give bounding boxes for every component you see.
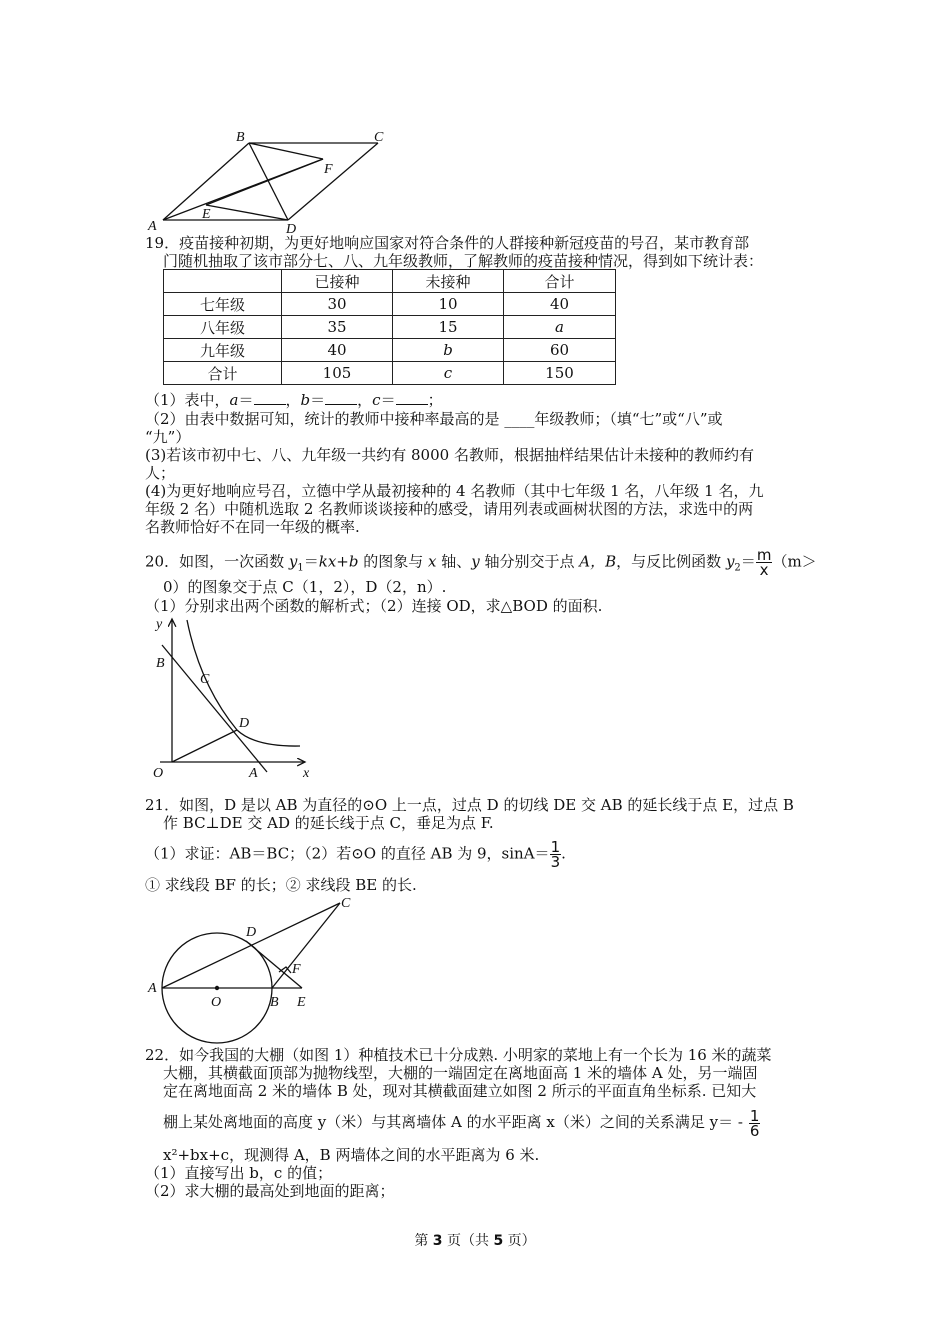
label-B: B xyxy=(270,995,279,1010)
label-O: O xyxy=(211,995,222,1010)
q19-part4-line3: 名教师恰好不在同一年级的概率. xyxy=(145,518,360,536)
table-cell: 15 xyxy=(393,316,504,339)
label-C: C xyxy=(374,130,384,145)
table-cell: 八年级 xyxy=(164,316,282,339)
q22-line4: 棚上某处离地面的高度 y（米）与其离墙体 A 的水平距离 x（米）之间的关系满足 y＝ - $\frac{1}{6}$ xyxy=(163,1106,760,1140)
q19-text-line2: 门随机抽取了该市部分七、八、九年级教师，了解教师的疫苗接种情况，得到如下统计表： xyxy=(163,252,764,270)
answer-blank[interactable] xyxy=(254,392,286,405)
table-cell: 40 xyxy=(504,293,616,316)
q21-line1: 21．如图，D 是以 AB 为直径的⊙O 上一点，过点 D 的切线 DE 交 AB 的延长线于点 E，过点 B xyxy=(145,796,794,814)
fraction-one-third: $\frac{1}{3}$ xyxy=(550,838,561,871)
fraction-m-over-x: $\frac{m}{x}$ xyxy=(756,546,772,579)
total-page-number: 5 xyxy=(493,1233,504,1249)
table-cell: b xyxy=(393,339,504,362)
table-cell: 七年级 xyxy=(164,293,282,316)
label-O: O xyxy=(153,766,164,781)
axis-label-x: x xyxy=(303,766,310,781)
q19-part4-line2: 年级 2 名）中随机选取 2 名教师谈谈接种的感受，请用列表或画树状图的方法，求选中的两 xyxy=(145,500,754,518)
q22-line6: （1）直接写出 b，c 的值； xyxy=(145,1164,333,1182)
label-D: D xyxy=(286,222,297,237)
table-cell: 10 xyxy=(393,293,504,316)
axis-label-y: y xyxy=(156,617,163,632)
q22-line2: 大棚，其横截面顶部为抛物线型，大棚的一端固定在离地面高 1 米的墙体 A 处，另一端固 xyxy=(163,1064,758,1082)
q22-line5: x²+bx+c，现测得 A，B 两墙体之间的水平距离为 6 米. xyxy=(163,1146,540,1164)
q19-part2-line2: “九”） xyxy=(145,428,191,446)
table-cell: c xyxy=(393,362,504,385)
q21-line2: 作 BC⊥DE 交 AD 的延长线于点 C，垂足为点 F. xyxy=(163,814,494,832)
label-A: A xyxy=(148,219,157,234)
page-footer: 第 3 页（共 5 页） xyxy=(414,1233,536,1249)
label-A: A xyxy=(249,766,258,781)
q19-part2-line1: （2）由表中数据可知，统计的教师中接种率最高的是 ____年级教师；（填“七”或“八”或 xyxy=(145,410,723,428)
table-cell: 150 xyxy=(504,362,616,385)
vaccination-table xyxy=(163,269,616,385)
table-cell: 105 xyxy=(282,362,393,385)
q19-text-line1: 19．疫苗接种初期，为更好地响应国家对符合条件的人群接种新冠疫苗的号召，某市教育部 xyxy=(145,234,750,252)
answer-blank[interactable] xyxy=(396,392,428,405)
parallelogram-figure xyxy=(140,125,400,235)
table-cell: a xyxy=(504,316,616,339)
q19-part3-line1: (3)若该市初中七、八、九年级一共约有 8000 名教师，根据抽样结果估计未接种的教师约有 xyxy=(145,446,754,464)
q20-line3: （1）分别求出两个函数的解析式；（2）连接 OD，求△BOD 的面积. xyxy=(145,597,603,615)
label-C: C xyxy=(200,672,210,687)
q19-part3-line2: 人； xyxy=(145,464,176,482)
label-A: A xyxy=(148,981,157,996)
q19-part4-line1: (4)为更好地响应号召，立德中学从最初接种的 4 名教师（其中七年级 1 名，八年级 1 名，九 xyxy=(145,482,764,500)
table-row xyxy=(164,362,616,385)
table-cell: 九年级 xyxy=(164,339,282,362)
q22-line7: （2）求大棚的最高处到地面的距离； xyxy=(145,1182,395,1200)
q22-line3: 定在离地面高 2 米的墙体 B 处，现对其横截面建立如图 2 所示的平面直角坐标系. 已知大 xyxy=(163,1082,757,1100)
label-B: B xyxy=(156,656,165,671)
table-header: 未接种 xyxy=(393,270,504,293)
label-E: E xyxy=(202,207,211,222)
answer-blank[interactable] xyxy=(325,392,357,405)
q21-line3: （1）求证：AB＝BC；（2）若⊙O 的直径 AB 为 9，sinA＝ $\frac{1}{3}$ . xyxy=(145,838,566,871)
table-cell: 30 xyxy=(282,293,393,316)
q21-line4: ① 求线段 BF 的长；② 求线段 BE 的长. xyxy=(145,876,417,894)
table-row xyxy=(164,293,616,316)
table-row xyxy=(164,339,616,362)
label-B: B xyxy=(236,130,245,145)
label-E: E xyxy=(297,995,306,1010)
label-D: D xyxy=(239,716,250,731)
table-cell: 35 xyxy=(282,316,393,339)
q20-line2: 0）的图象交于点 C（1，2），D（2，n）. xyxy=(163,578,447,596)
label-C: C xyxy=(341,896,351,911)
label-D: D xyxy=(246,925,257,940)
table-header-row xyxy=(164,270,616,293)
current-page-number: 3 xyxy=(432,1233,443,1249)
q22-line1: 22．如今我国的大棚（如图 1）种植技术已十分成熟. 小明家的菜地上有一个长为 16 米的蔬菜 xyxy=(145,1046,772,1064)
table-cell: 60 xyxy=(504,339,616,362)
fraction-one-sixth: $\frac{1}{6}$ xyxy=(749,1106,760,1140)
table-row xyxy=(164,316,616,339)
circle-tangent-figure xyxy=(145,893,375,1043)
label-F: F xyxy=(292,962,301,977)
q19-part1: （1）表中，a＝ ，b＝ ，c＝ ； xyxy=(145,391,443,409)
table-header xyxy=(164,270,282,293)
label-F: F xyxy=(324,162,333,177)
table-cell: 合计 xyxy=(164,362,282,385)
table-header: 已接种 xyxy=(282,270,393,293)
q20-line1: 20．如图，一次函数 $y_1=kx+b$ 的图象与 x 轴、y 轴分别交于点 A，B，与反比例函数 $y_2=$ $\frac{m}{x}$ （m＞ xyxy=(145,546,817,579)
table-header: 合计 xyxy=(504,270,616,293)
function-graph-figure xyxy=(145,615,325,785)
table-cell: 40 xyxy=(282,339,393,362)
